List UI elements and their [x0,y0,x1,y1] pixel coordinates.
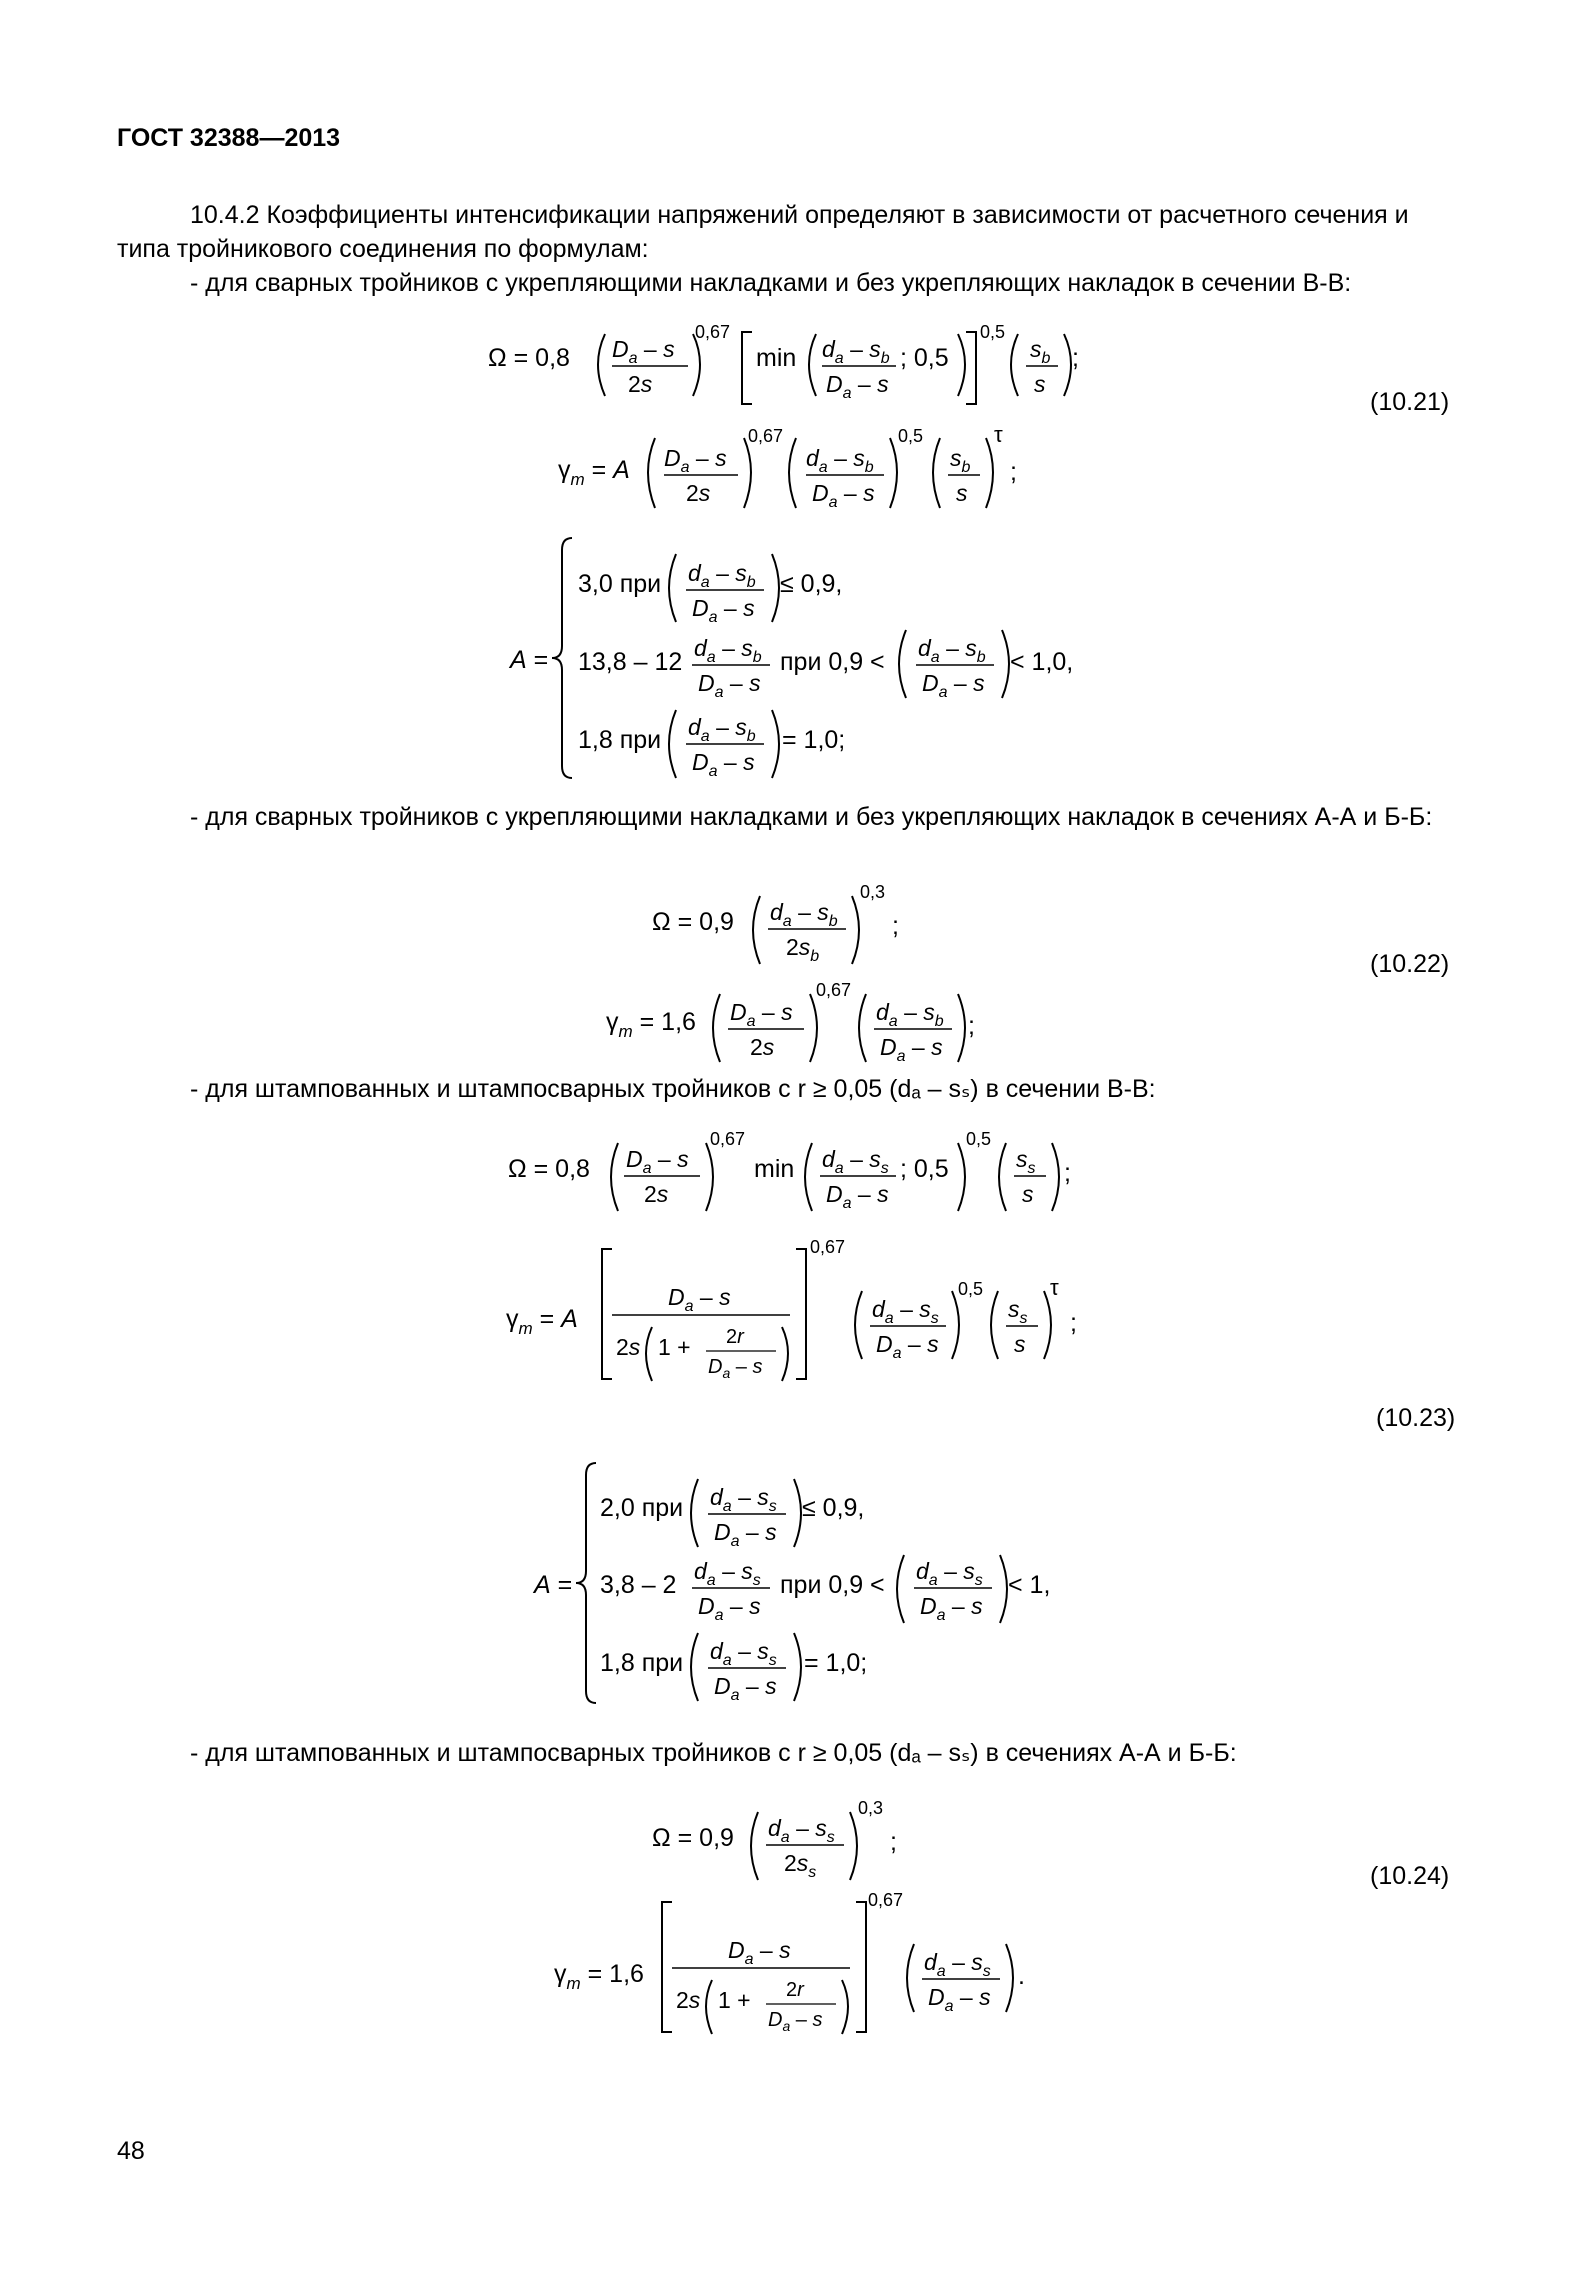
svg-text:da – ss: $d_a - s_s$ [710,1484,777,1515]
svg-text:Da – s: $D_a$ – s [714,1673,777,1704]
svg-text:2s: 2s [676,1987,701,2013]
svg-text:τ: τ [994,422,1003,447]
svg-text:Da – s: $D_a$ – s [664,445,727,476]
svg-text:2s: 2s [628,371,653,397]
equation-number-10-23: (10.23) [1376,1404,1456,1432]
svg-text:2r: 2r [726,1326,744,1348]
formula-10-23 [0,1115,1575,1705]
svg-text:A =: A = [534,1571,573,1599]
svg-text:; 0,5: ; 0,5 [900,1155,949,1183]
formula-omega-10-21 [488,322,1079,404]
svg-text:da – sb: $d_a - s_b$ [688,560,756,591]
svg-text:da – sb: $d_a - s_b$ [806,445,874,476]
svg-text:da – sb: $d_a - s_b$ [822,336,890,367]
paragraph-welded-bb: - для сварных тройников с укрепляющими накладками и без укрепляющих накладок в сечении В-В: [190,269,1352,297]
svg-text:;: ; [1070,1309,1077,1337]
svg-text:при 0,9 <: при 0,9 < [780,1571,885,1599]
svg-text:da – ss: $d_a - s_s$ [710,1638,777,1669]
svg-text:≤ 0,9,: ≤ 0,9, [780,570,843,598]
svg-text:da – ss: $d_a - s_s$ [768,1815,835,1846]
svg-text:da – sb: $d_a - s_b$ [876,999,944,1030]
svg-text:Ω = 0,9: Ω = 0,9 [652,1824,734,1852]
paragraph-welded-aa-bb: - для сварных тройников с укрепляющими накладками и без укрепляющих накладок в сечениях А-А и Б-Б: [190,803,1433,831]
svg-text:≤ 0,9,: ≤ 0,9, [802,1494,865,1522]
svg-text:ss: $s_s$ [1008,1296,1028,1327]
svg-text:0,3: 0,3 [860,882,886,902]
svg-text:Da – s: $D_a$ – s [612,336,675,367]
svg-text:da – sb: $d_a - s_b$ [694,635,762,666]
svg-text:Da – s: $D_a$ – s [928,1984,991,2015]
equation-number-10-21: (10.21) [1370,388,1450,416]
formula-A-10-21 [508,538,1073,780]
svg-text:min: min [754,1155,795,1183]
svg-text:= 1,0;: = 1,0; [782,726,846,754]
svg-text:2s: 2s [686,480,711,506]
svg-text:0,67: 0,67 [748,426,784,446]
svg-text:;: ; [890,1828,897,1856]
svg-text:Da – s: $D_a$ – s [668,1284,731,1315]
svg-text:da – sb: $d_a - s_b$ [770,899,838,930]
svg-text:s: s [1022,1181,1034,1207]
formula-10-21 [0,320,1575,780]
svg-text:s: s [1034,371,1046,397]
svg-text:Da – s: $D_a$ – s [698,670,761,701]
svg-text:при 0,9 <: при 0,9 < [780,648,885,676]
page-number: 48 [117,2137,145,2165]
svg-text:Da – s: $D_a$ – s [922,670,985,701]
svg-text:Da – s: $D_a$ – s [826,371,889,402]
svg-text:da – sb: $d_a - s_b$ [688,714,756,745]
svg-text:< 1,0,: < 1,0, [1010,648,1074,676]
svg-text:0,67: 0,67 [695,322,731,342]
svg-text:1 +: 1 + [658,1334,691,1360]
svg-text:Da – s: $D_a$ – s [920,1593,983,1624]
svg-text:13,8 – 12: 13,8 – 12 [578,648,683,676]
formula-omega-10-24 [652,1798,897,1881]
svg-text:da – ss: $d_a - s_s$ [822,1146,889,1177]
svg-text:τ: τ [1050,1275,1059,1300]
svg-text:1,8 при: 1,8 при [578,726,662,754]
formula-gamma-10-24 [554,1890,1025,2034]
svg-text:2,0 при: 2,0 при [600,1494,684,1522]
svg-text:γm = 1,6: $\gamma_m = 1,6$ [554,1960,644,1993]
svg-text:Da – s: $D_a$ – s [698,1593,761,1624]
svg-text:Da – s: $D_a$ – s [692,749,755,780]
svg-text:2r: 2r [786,1979,804,2001]
formula-gamma-10-22 [606,980,975,1065]
formula-A-10-23 [532,1463,1050,1704]
svg-text:sb: $s_b$ [1030,336,1051,367]
svg-text:0,5: 0,5 [898,426,924,446]
svg-text:0,67: 0,67 [810,1237,846,1257]
svg-text:1 +: 1 + [718,1987,751,2013]
svg-text:da – ss: $d_a - s_s$ [694,1558,761,1589]
svg-text:s: s [956,480,968,506]
paragraph-intro: 10.4.2 Коэффициенты интенсификации напряжений определяют в зависимости от расчетного сечения и типа тройникового соединения по формулам: [117,201,1409,263]
equation-number-10-24: (10.24) [1370,1862,1450,1890]
svg-text:Da – s: $D_a$ – s [730,999,793,1030]
formula-10-22 [0,870,1575,1070]
formula-10-24 [0,1780,1575,2050]
svg-text:γm = A: $\gamma_m = A$ [506,1305,578,1338]
svg-text:0,5: 0,5 [966,1129,992,1149]
svg-text:Ω = 0,9: Ω = 0,9 [652,908,734,936]
svg-text:da – ss: $d_a - s_s$ [916,1558,983,1589]
svg-text:;: ; [892,912,899,940]
svg-text:Da – s: $D_a$ – s [728,1937,791,1968]
svg-text:;: ; [1010,458,1017,486]
svg-text:Da – s: $D_a$ – s [812,480,875,511]
svg-text:Da – s: $D_a$ – s [876,1331,939,1362]
svg-text:.: . [1018,1962,1025,1990]
svg-text:= 1,0;: = 1,0; [804,1649,868,1677]
equation-number-10-22: (10.22) [1370,950,1450,978]
svg-text:0,67: 0,67 [816,980,852,1000]
svg-text:< 1,: < 1, [1008,1571,1051,1599]
svg-text:Da – s: $D_a$ – s [626,1146,689,1177]
formula-omega-10-23 [508,1129,1071,1212]
svg-text:γm = A: $\gamma_m = A$ [558,456,630,489]
svg-text:2s: 2s [616,1334,641,1360]
svg-text:3,8 – 2: 3,8 – 2 [600,1571,677,1599]
svg-text:0,3: 0,3 [858,1798,884,1818]
formula-gamma-10-21 [558,422,1017,511]
formula-omega-10-22 [652,882,899,965]
svg-text:Da – s: $D_a$ – s [880,1034,943,1065]
svg-text:A =: A = [510,646,549,674]
svg-text:;: ; [1064,1159,1071,1187]
paragraph-stamped-aa-bb: - для штампованных и штампосварных тройников с r ≥ 0,05 (dₐ – sₛ) в сечениях А-А и Б-Б: [190,1739,1237,1767]
svg-text:da – sb: $d_a - s_b$ [918,635,986,666]
svg-text:3,0 при: 3,0 при [578,570,662,598]
svg-text:; 0,5: ; 0,5 [900,344,949,372]
svg-text:Da – s: $D_a$ – s [714,1519,777,1550]
svg-text:1,8 при: 1,8 при [600,1649,684,1677]
svg-text:2s: 2s [750,1034,775,1060]
svg-text:0,67: 0,67 [868,1890,904,1910]
svg-text:sb: $s_b$ [950,445,971,476]
svg-text:min: min [756,344,797,372]
svg-text:ss: $s_s$ [1016,1146,1036,1177]
svg-text:2ss: $2s_s$ [784,1850,817,1881]
svg-text:;: ; [968,1012,975,1040]
svg-text:2sb: $2s_b$ [786,934,820,965]
svg-text:Da – s: $D_a$ – s [708,1356,763,1381]
svg-text:Da – s: $D_a$ – s [826,1181,889,1212]
svg-text:0,5: 0,5 [958,1279,984,1299]
svg-text:da – ss: $d_a - s_s$ [872,1296,939,1327]
svg-text:0,67: 0,67 [710,1129,746,1149]
formula-gamma-10-23 [506,1237,1077,1381]
svg-text:Da – s: $D_a$ – s [768,2009,823,2034]
svg-text:2s: 2s [644,1181,669,1207]
svg-text:s: s [1014,1331,1026,1357]
svg-text:;: ; [1072,344,1079,372]
svg-text:da – ss: $d_a - s_s$ [924,1949,991,1980]
paragraph-stamped-bb: - для штампованных и штампосварных тройников с r ≥ 0,05 (dₐ – sₛ) в сечении В-В: [190,1075,1156,1103]
svg-text:Ω = 0,8: Ω = 0,8 [488,344,570,372]
document-header: ГОСТ 32388—2013 [117,124,341,152]
svg-text:0,5: 0,5 [980,322,1006,342]
svg-text:γm = 1,6: $\gamma_m = 1,6$ [606,1008,696,1041]
svg-text:Ω = 0,8: Ω = 0,8 [508,1155,590,1183]
svg-text:Da – s: $D_a$ – s [692,595,755,626]
